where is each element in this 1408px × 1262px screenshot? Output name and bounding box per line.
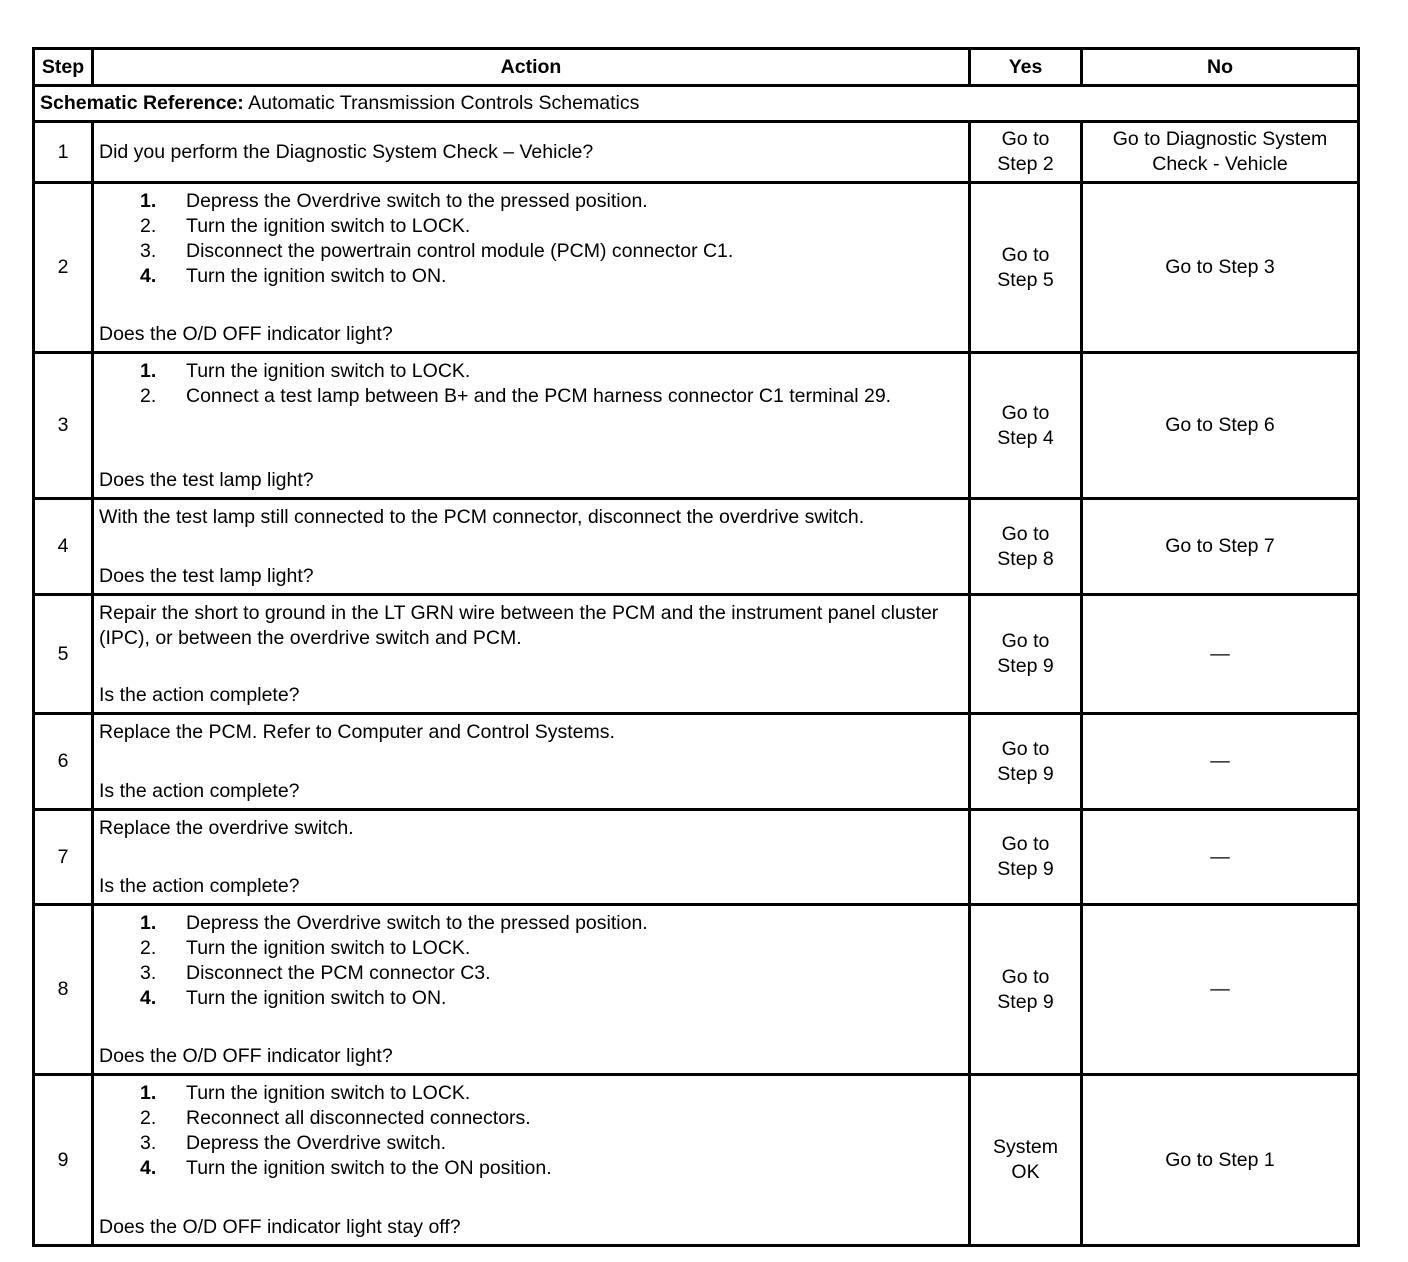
action-text: Repair the short to ground in the LT GRN wire between the PCM and the instrument panel cluster (IPC), or between the overdrive switch and PCM. [99, 601, 939, 649]
instruction-text: Disconnect the PCM connector C3. [186, 961, 491, 984]
no-cell [1082, 183, 1359, 353]
instruction-number: 4. [140, 264, 157, 287]
instruction-number: 3. [140, 239, 157, 262]
instruction-item [99, 986, 963, 1011]
instruction-item [99, 961, 963, 986]
no-line: Go to Step 7 [1165, 535, 1275, 557]
instruction-number: 2. [140, 936, 157, 959]
no-cell [1082, 810, 1359, 905]
table-row [34, 122, 1359, 183]
instruction-number: 1. [140, 1081, 157, 1104]
yes-line: Step 9 [997, 762, 1054, 785]
instruction-item [99, 911, 963, 936]
action-text: With the test lamp still connected to the PCM connector, disconnect the overdrive switch. [99, 505, 865, 528]
spacer [99, 745, 963, 779]
instruction-text: Turn the ignition switch to LOCK. [186, 359, 471, 382]
no-cell [1082, 122, 1359, 183]
instruction-text: Disconnect the powertrain control module (PCM) connector C1. [186, 239, 734, 262]
yes-cell [970, 183, 1082, 353]
instruction-item [99, 384, 963, 409]
instruction-list [99, 359, 963, 409]
action-question: Does the test lamp light? [99, 468, 314, 491]
instruction-item [99, 189, 963, 214]
yes-line: Go to [1001, 737, 1050, 760]
spacer [99, 289, 963, 322]
instruction-item [99, 936, 963, 961]
table-row [34, 353, 1359, 499]
schematic-reference [34, 86, 1359, 122]
no-line: Check - Vehicle [1152, 153, 1288, 175]
instruction-text: Turn the ignition switch to LOCK. [186, 214, 471, 237]
table-row [34, 183, 1359, 353]
yes-line: Step 9 [997, 858, 1054, 880]
instruction-item [99, 1131, 963, 1156]
instruction-number: 1. [140, 189, 157, 212]
action-question: Does the O/D OFF indicator light stay off? [99, 1215, 461, 1238]
instruction-number: 2. [140, 384, 157, 407]
no-cell [1082, 499, 1359, 595]
header-yes: Yes [970, 49, 1082, 86]
header-row [34, 49, 1359, 86]
spacer [99, 841, 963, 874]
no-cell [1082, 714, 1359, 810]
no-line: Go to Diagnostic System [1112, 128, 1328, 150]
no-line: Go to Step 3 [1165, 256, 1275, 278]
yes-line: Go to [1001, 965, 1050, 988]
yes-line: Go to [1001, 833, 1050, 855]
no-line: Go to Step 6 [1165, 414, 1275, 436]
action-question: Is the action complete? [99, 874, 300, 897]
instruction-text: Turn the ignition switch to LOCK. [186, 936, 471, 959]
action-cell [93, 353, 970, 499]
action-cell [93, 595, 970, 714]
action-question: Did you perform the Diagnostic System Check – Vehicle? [99, 140, 594, 163]
instruction-list [99, 189, 963, 289]
yes-line: Go to [1001, 128, 1050, 150]
action-cell [93, 810, 970, 905]
instruction-number: 2. [140, 214, 157, 237]
step-number: 6 [34, 714, 93, 810]
table-row [34, 499, 1359, 595]
yes-line: Go to [1001, 401, 1050, 424]
no-line: — [1210, 978, 1230, 1000]
table-row [34, 905, 1359, 1075]
instruction-text: Turn the ignition switch to the ON position. [186, 1156, 552, 1179]
no-cell [1082, 353, 1359, 499]
step-number: 3 [34, 353, 93, 499]
instruction-text: Depress the Overdrive switch. [186, 1131, 447, 1154]
step-number: 8 [34, 905, 93, 1075]
action-cell [93, 183, 970, 353]
schematic-row [34, 86, 1359, 122]
yes-line: Step 9 [997, 990, 1054, 1013]
yes-cell [970, 122, 1082, 183]
step-number: 9 [34, 1075, 93, 1246]
no-cell [1082, 905, 1359, 1075]
no-cell [1082, 1075, 1359, 1246]
instruction-number: 2. [140, 1106, 157, 1129]
yes-line: Step 2 [997, 153, 1054, 175]
yes-line: Step 5 [997, 268, 1054, 291]
spacer [99, 1181, 963, 1215]
spacer [99, 651, 963, 683]
yes-line: Step 9 [997, 655, 1054, 677]
action-text: Replace the PCM. Refer to Computer and Control Systems. [99, 720, 615, 743]
action-text: Replace the overdrive switch. [99, 816, 354, 839]
action-question: Does the test lamp light? [99, 564, 314, 587]
table-row [34, 714, 1359, 810]
instruction-text: Depress the Overdrive switch to the pressed position. [186, 911, 648, 934]
instruction-item [99, 1081, 963, 1106]
yes-line: OK [1011, 1161, 1040, 1183]
spacer [99, 530, 963, 564]
instruction-item [99, 359, 963, 384]
yes-cell [970, 810, 1082, 905]
yes-cell [970, 353, 1082, 499]
action-question: Does the O/D OFF indicator light? [99, 322, 393, 345]
spacer [99, 1011, 963, 1044]
instruction-list [99, 911, 963, 1011]
instruction-text: Connect a test lamp between B+ and the PCM harness connector C1 terminal 29. [186, 384, 892, 407]
yes-cell [970, 499, 1082, 595]
instruction-item [99, 214, 963, 239]
instruction-number: 3. [140, 1131, 157, 1154]
spacer [99, 409, 963, 468]
no-line: — [1210, 750, 1230, 772]
schematic-label: Schematic Reference: [40, 92, 244, 114]
action-cell [93, 1075, 970, 1246]
no-line: — [1210, 642, 1230, 665]
action-question: Does the O/D OFF indicator light? [99, 1044, 393, 1067]
action-question: Is the action complete? [99, 779, 300, 802]
yes-cell [970, 714, 1082, 810]
instruction-text: Reconnect all disconnected connectors. [186, 1106, 531, 1129]
no-line: Go to Step 1 [1165, 1148, 1275, 1171]
yes-line: Step 8 [997, 547, 1054, 570]
action-question: Is the action complete? [99, 683, 300, 706]
action-cell [93, 122, 970, 183]
no-line: — [1210, 845, 1230, 868]
yes-line: Go to [1001, 243, 1050, 266]
instruction-item [99, 239, 963, 264]
instruction-list [99, 1081, 963, 1181]
table-row [34, 595, 1359, 714]
header-no: No [1082, 49, 1359, 86]
yes-cell [970, 905, 1082, 1075]
step-number: 7 [34, 810, 93, 905]
yes-line: Go to [1001, 630, 1050, 652]
step-number: 4 [34, 499, 93, 595]
action-cell [93, 499, 970, 595]
instruction-item [99, 1106, 963, 1131]
instruction-text: Turn the ignition switch to ON. [186, 264, 447, 287]
action-cell [93, 714, 970, 810]
header-action: Action [93, 49, 970, 86]
instruction-text: Depress the Overdrive switch to the pressed position. [186, 189, 648, 212]
instruction-text: Turn the ignition switch to LOCK. [186, 1081, 471, 1104]
step-number: 2 [34, 183, 93, 353]
instruction-number: 4. [140, 1156, 157, 1179]
instruction-number: 1. [140, 911, 157, 934]
table-row [34, 810, 1359, 905]
yes-cell [970, 595, 1082, 714]
yes-line: Go to [1001, 522, 1050, 545]
no-cell [1082, 595, 1359, 714]
step-number: 5 [34, 595, 93, 714]
action-cell [93, 905, 970, 1075]
instruction-item [99, 264, 963, 289]
instruction-item [99, 1156, 963, 1181]
yes-line: Step 4 [997, 426, 1054, 449]
yes-line: System [992, 1136, 1058, 1158]
instruction-number: 4. [140, 986, 157, 1009]
yes-cell [970, 1075, 1082, 1246]
header-step: Step [34, 49, 93, 86]
instruction-number: 3. [140, 961, 157, 984]
diagnostic-table [32, 47, 1360, 1247]
schematic-value: Automatic Transmission Controls Schematics [248, 92, 640, 114]
instruction-number: 1. [140, 359, 157, 382]
step-number: 1 [34, 122, 93, 183]
instruction-text: Turn the ignition switch to ON. [186, 986, 447, 1009]
table-row [34, 1075, 1359, 1246]
